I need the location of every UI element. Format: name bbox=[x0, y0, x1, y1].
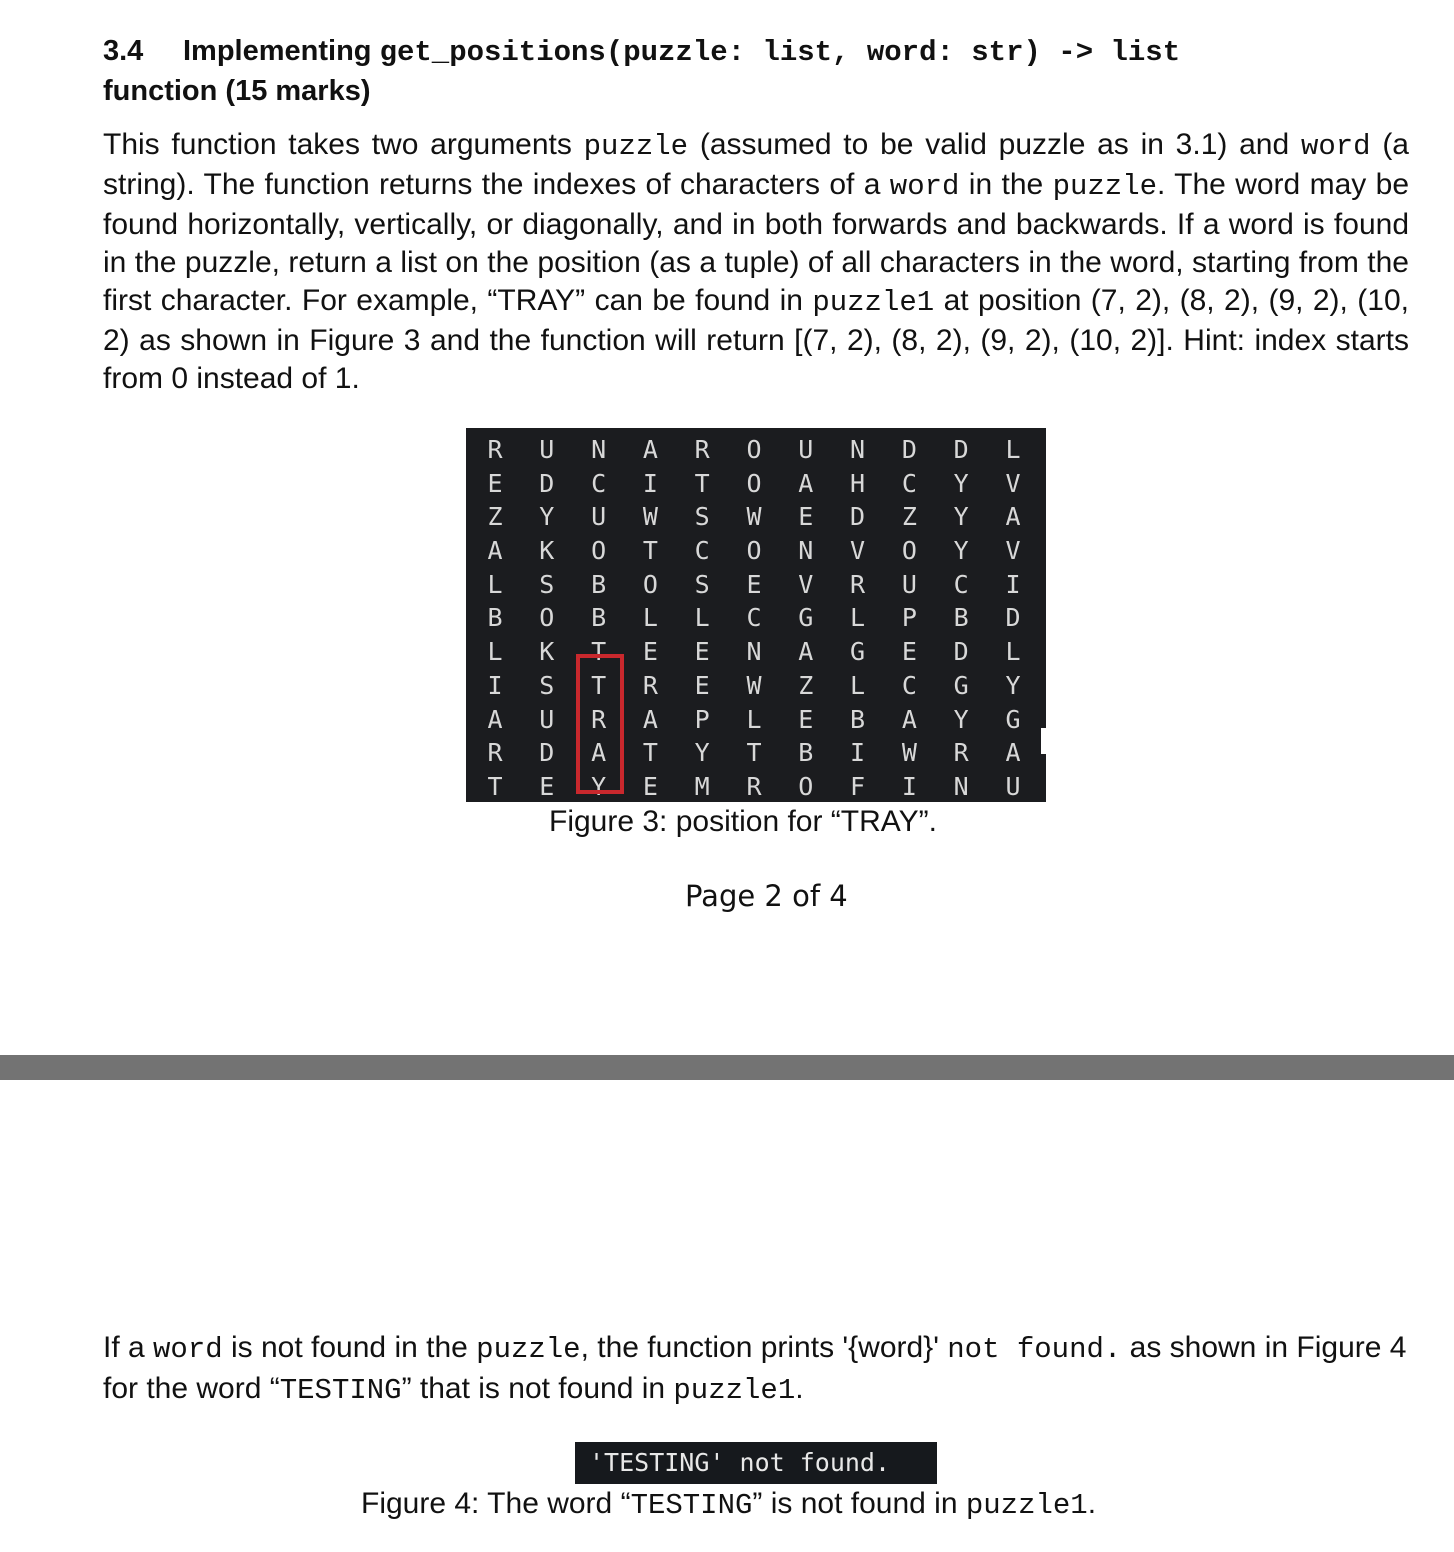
figure-3-caption: Figure 3: position for “TRAY”. bbox=[549, 805, 937, 838]
grid-cell: B bbox=[487, 603, 503, 633]
grid-cell: R bbox=[746, 771, 762, 801]
code-testing: TESTING bbox=[279, 1374, 402, 1407]
grid-cell: L bbox=[1005, 435, 1021, 464]
grid-cell: B bbox=[591, 603, 607, 633]
grid-cell: A bbox=[1005, 738, 1021, 768]
grid-cell: R bbox=[642, 670, 658, 700]
section-number: 3.4 bbox=[103, 35, 144, 67]
grid-cell: I bbox=[642, 468, 658, 498]
grid-cell: B bbox=[953, 603, 969, 633]
grid-cell: W bbox=[901, 738, 917, 768]
grid-cell: Y bbox=[591, 771, 607, 801]
grid-cell: O bbox=[539, 603, 555, 633]
grid-cell: A bbox=[1005, 502, 1021, 532]
text: . bbox=[1087, 1487, 1097, 1520]
grid-cell: Y bbox=[953, 536, 969, 566]
code-testing: TESTING bbox=[630, 1489, 753, 1522]
grid-cell: G bbox=[1005, 704, 1021, 734]
grid-cell: Y bbox=[953, 502, 969, 532]
grid-cell: B bbox=[798, 738, 814, 768]
not-found-paragraph bbox=[103, 1328, 1409, 1410]
grid-cell: A bbox=[901, 704, 917, 734]
code-not-found: not found. bbox=[947, 1333, 1122, 1366]
grid-cell: D bbox=[539, 738, 555, 768]
code-puzzle: puzzle bbox=[476, 1333, 581, 1366]
grid-cell: C bbox=[901, 468, 917, 498]
grid-cell: C bbox=[591, 468, 607, 498]
grid-cell: Y bbox=[953, 468, 969, 498]
grid-cell: O bbox=[798, 771, 814, 801]
grid-cell: V bbox=[1005, 536, 1021, 566]
grid-cell: E bbox=[694, 637, 710, 667]
grid-cell: I bbox=[850, 738, 866, 768]
grid-cell: M bbox=[694, 771, 710, 801]
grid-cell: O bbox=[746, 435, 762, 464]
grid-cell: T bbox=[591, 637, 607, 667]
grid-cell: H bbox=[850, 468, 866, 498]
grid-cell: U bbox=[798, 435, 814, 464]
grid-cell: D bbox=[901, 435, 917, 464]
grid-cell: L bbox=[694, 603, 710, 633]
grid-cell: L bbox=[850, 670, 866, 700]
section-title-prefix: Implementing bbox=[183, 35, 372, 67]
grid-cell: L bbox=[487, 637, 503, 667]
grid-cell: G bbox=[798, 603, 814, 633]
grid-cell: Z bbox=[487, 502, 503, 532]
code-word: word bbox=[1300, 130, 1371, 163]
text: ” that is not found in bbox=[401, 1372, 674, 1405]
text: as shown in Figure 4 for the word “ bbox=[103, 1331, 1407, 1405]
grid-cell: Y bbox=[953, 704, 969, 734]
grid-cell: V bbox=[1005, 468, 1021, 498]
grid-cell: D bbox=[953, 637, 969, 667]
grid-cell: L bbox=[746, 704, 762, 734]
grid-cell: U bbox=[539, 704, 555, 734]
letter-grid bbox=[480, 433, 1050, 804]
grid-cell: E bbox=[901, 637, 917, 667]
text: at position (7, 2), (8, 2), (9, 2), (10, 2) as shown in Figure 3 and the function will return [(7, 2), (8, 2), (9, 2), (10, 2)]. Hint: index starts from 0 instead of 1. bbox=[103, 284, 1409, 395]
text: (assumed to be valid puzzle as in 3.1) and bbox=[688, 128, 1301, 161]
text: Figure 4: The word “ bbox=[361, 1487, 631, 1520]
figure-3-puzzle-grid bbox=[466, 428, 1046, 802]
grid-cell: T bbox=[487, 771, 503, 801]
grid-cell: G bbox=[953, 670, 969, 700]
grid-cell: O bbox=[746, 468, 762, 498]
grid-cell: O bbox=[591, 536, 607, 566]
grid-cell: U bbox=[901, 569, 917, 599]
grid-cell: P bbox=[901, 603, 917, 633]
grid-cell: F bbox=[850, 771, 866, 801]
grid-cell: V bbox=[850, 536, 866, 566]
grid-cell: O bbox=[746, 536, 762, 566]
grid-cell: G bbox=[850, 637, 866, 667]
grid-cell: S bbox=[539, 569, 555, 599]
code-puzzle1: puzzle1 bbox=[812, 286, 935, 319]
grid-cell: L bbox=[642, 603, 658, 633]
grid-cell: E bbox=[487, 468, 503, 498]
text-cursor bbox=[1041, 728, 1046, 754]
code-puzzle: puzzle bbox=[583, 130, 689, 163]
code-word: word bbox=[889, 170, 960, 203]
text: is not found in the bbox=[222, 1331, 477, 1364]
figure-4-terminal-output: 'TESTING' not found. bbox=[575, 1442, 937, 1484]
grid-cell: E bbox=[642, 771, 658, 801]
tray-highlight-box bbox=[576, 654, 624, 794]
grid-cell: C bbox=[953, 569, 969, 599]
grid-cell: D bbox=[539, 468, 555, 498]
grid-cell: S bbox=[694, 502, 710, 532]
grid-cell: N bbox=[953, 771, 969, 801]
grid-cell: K bbox=[539, 536, 555, 566]
page-number: Page 2 of 4 bbox=[685, 879, 848, 913]
section-heading bbox=[103, 32, 1403, 110]
function-signature: get_positions(puzzle: list, word: str) -> list bbox=[379, 36, 1181, 69]
page-divider bbox=[0, 1055, 1454, 1080]
grid-cell: E bbox=[746, 569, 762, 599]
text: (a string). The function returns the indexes of characters of a bbox=[103, 128, 1409, 201]
grid-cell: R bbox=[850, 569, 866, 599]
grid-cell: B bbox=[850, 704, 866, 734]
grid-cell: E bbox=[539, 771, 555, 801]
grid-cell: R bbox=[591, 704, 607, 734]
grid-cell: N bbox=[591, 435, 607, 464]
grid-cell: L bbox=[487, 569, 503, 599]
grid-cell: I bbox=[1005, 569, 1021, 599]
grid-cell: A bbox=[798, 637, 814, 667]
grid-cell: N bbox=[798, 536, 814, 566]
code-puzzle1: puzzle1 bbox=[673, 1374, 796, 1407]
grid-cell: T bbox=[642, 536, 658, 566]
grid-cell: A bbox=[487, 704, 503, 734]
text: . bbox=[795, 1372, 804, 1405]
code-puzzle: puzzle bbox=[1052, 170, 1157, 203]
grid-cell: A bbox=[642, 704, 658, 734]
grid-cell: E bbox=[694, 670, 710, 700]
grid-cell: T bbox=[642, 738, 658, 768]
grid-cell: B bbox=[591, 569, 607, 599]
grid-cell: Y bbox=[694, 738, 710, 768]
grid-cell: A bbox=[642, 435, 658, 464]
grid-cell: U bbox=[591, 502, 607, 532]
text: This function takes two arguments bbox=[103, 128, 584, 161]
grid-cell: C bbox=[694, 536, 710, 566]
grid-cell: E bbox=[798, 502, 814, 532]
grid-cell: S bbox=[539, 670, 555, 700]
grid-cell: W bbox=[746, 502, 762, 532]
grid-cell: D bbox=[850, 502, 866, 532]
grid-cell: O bbox=[642, 569, 658, 599]
text: ” is not found in bbox=[752, 1487, 966, 1520]
grid-cell: A bbox=[591, 738, 607, 768]
grid-cell: C bbox=[746, 603, 762, 633]
grid-cell: Z bbox=[901, 502, 917, 532]
grid-cell: R bbox=[953, 738, 969, 768]
grid-cell: E bbox=[642, 637, 658, 667]
grid-cell: T bbox=[746, 738, 762, 768]
grid-cell: N bbox=[850, 435, 866, 464]
grid-cell: S bbox=[694, 569, 710, 599]
grid-cell: W bbox=[642, 502, 658, 532]
grid-cell: R bbox=[487, 738, 503, 768]
grid-cell: D bbox=[1005, 603, 1021, 633]
section-title-suffix: function (15 marks) bbox=[103, 75, 371, 107]
code-puzzle1: puzzle1 bbox=[965, 1489, 1088, 1522]
grid-cell: R bbox=[694, 435, 710, 464]
grid-cell: Y bbox=[1005, 670, 1021, 700]
grid-cell: I bbox=[901, 771, 917, 801]
text: If a bbox=[103, 1331, 154, 1364]
grid-cell: W bbox=[746, 670, 762, 700]
text: in the bbox=[959, 168, 1053, 201]
description-paragraph bbox=[103, 126, 1409, 398]
grid-cell: A bbox=[798, 468, 814, 498]
text: , the function prints '{word}' bbox=[580, 1331, 948, 1364]
grid-cell: Z bbox=[798, 670, 814, 700]
grid-cell: R bbox=[487, 435, 503, 464]
grid-cell: P bbox=[694, 704, 710, 734]
grid-cell: T bbox=[694, 468, 710, 498]
grid-cell: D bbox=[953, 435, 969, 464]
grid-cell: E bbox=[798, 704, 814, 734]
figure-4-caption bbox=[361, 1487, 1096, 1522]
grid-cell: T bbox=[591, 670, 607, 700]
grid-cell: A bbox=[487, 536, 503, 566]
grid-cell: U bbox=[1005, 771, 1021, 801]
grid-cell: Y bbox=[539, 502, 555, 532]
grid-cell: L bbox=[1005, 637, 1021, 667]
grid-cell: I bbox=[487, 670, 503, 700]
grid-cell: C bbox=[901, 670, 917, 700]
grid-cell: O bbox=[901, 536, 917, 566]
code-word: word bbox=[153, 1333, 223, 1366]
grid-cell: K bbox=[539, 637, 555, 667]
grid-cell: N bbox=[746, 637, 762, 667]
grid-cell: U bbox=[539, 435, 555, 464]
grid-cell: V bbox=[798, 569, 814, 599]
text: . The word may be found horizontally, vertically, or diagonally, and in both forwards and backwards. If a word is found in the puzzle, return a list on the position (as a tuple) of all characters in the word, starting from the first character. For example, “TRAY” can be found in bbox=[103, 168, 1410, 317]
grid-cell: L bbox=[850, 603, 866, 633]
